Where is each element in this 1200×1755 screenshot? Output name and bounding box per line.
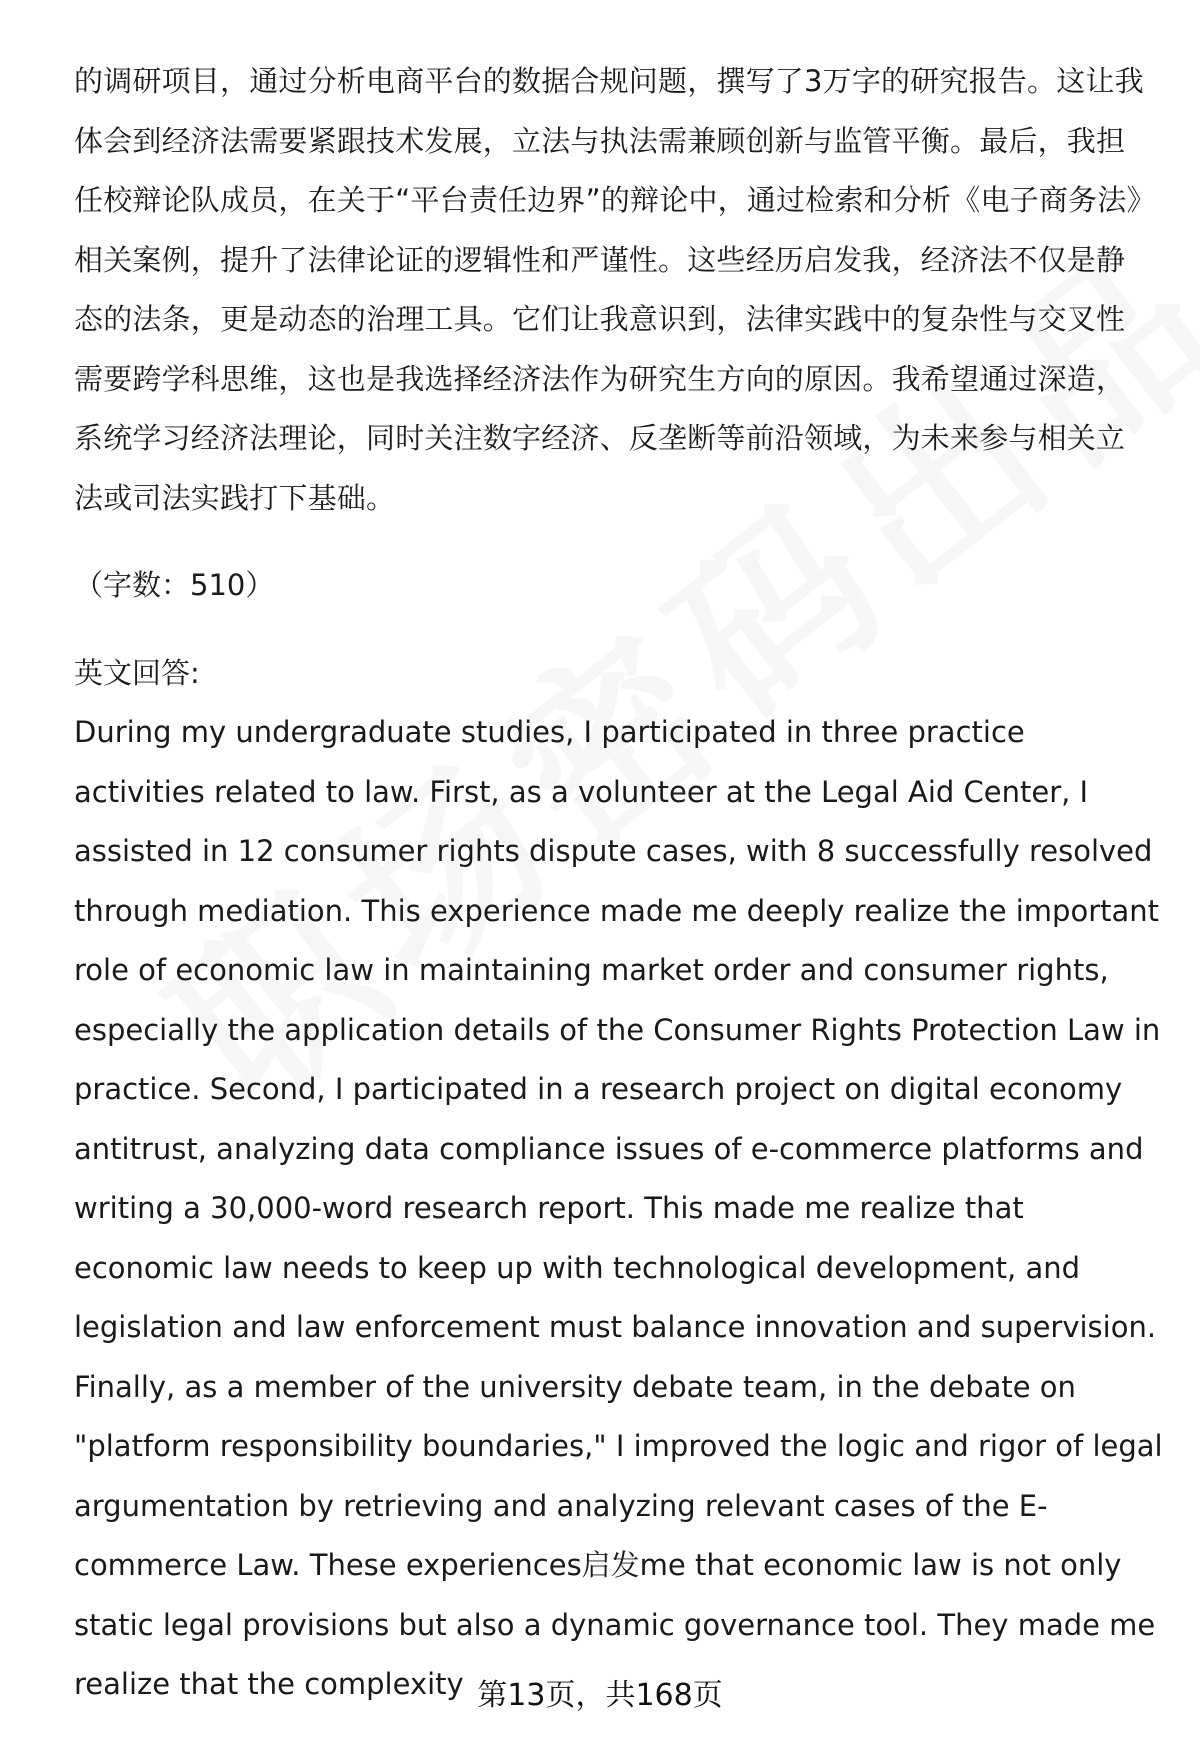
word-count: （字数：510） xyxy=(74,568,275,602)
english-paragraph: During my undergraduate studies, I participated in three practice activities related to law. First, as a volunteer at the Legal Aid Center, I assisted in 12 consumer rights dispute cases, with 8 successfully resolved through mediation. This experience made me deeply realize the important role of economic law in maintaining market order and consumer rights, especially the application details of the Consumer Rights Protection Law in practice. Second, I participated in a research project on digital economy antitrust, analyzing data compliance issues of e-commerce platforms and writing a 30,000-word research report. This made me realize that economic law needs to keep up with technological development, and legislation and law enforcement must balance innovation and supervision. Finally, as a member of the university debate team, in the debate on "platform responsibility boundaries," I improved the logic and rigor of legal argumentation by retrieving and analyzing relevant cases of the E-commerce Law. These experiences启发me that economic law is not only static legal provisions but also a dynamic governance tool. They made me realize that the complexity xyxy=(74,715,1163,1701)
chinese-paragraph: 的调研项目，通过分析电商平台的数据合规问题，撰写了3万字的研究报告。这让我体会到经济法需要紧跟技术发展，立法与执法需兼顾创新与监管平衡。最后，我担任校辩论队成员，在关于“平台责任边界”的辩论中，通过检索和分析《电子商务法》相关案例，提升了法律论证的逻辑性和严谨性。这些经历启发我，经济法不仅是静态的法条，更是动态的治理工具。它们让我意识到，法律实践中的复杂性与交叉性需要跨学科思维，这也是我选择经济法作为研究生方向的原因。我希望通过深造，系统学习经济法理论，同时关注数字经济、反垄断等前沿领域，为未来参与相关立法或司法实践打下基础。 xyxy=(74,64,1144,515)
page-content xyxy=(74,52,1163,1715)
english-answer-heading: 英文回答: xyxy=(74,655,200,690)
page-footer: 第13页，共168页 xyxy=(477,1678,723,1713)
